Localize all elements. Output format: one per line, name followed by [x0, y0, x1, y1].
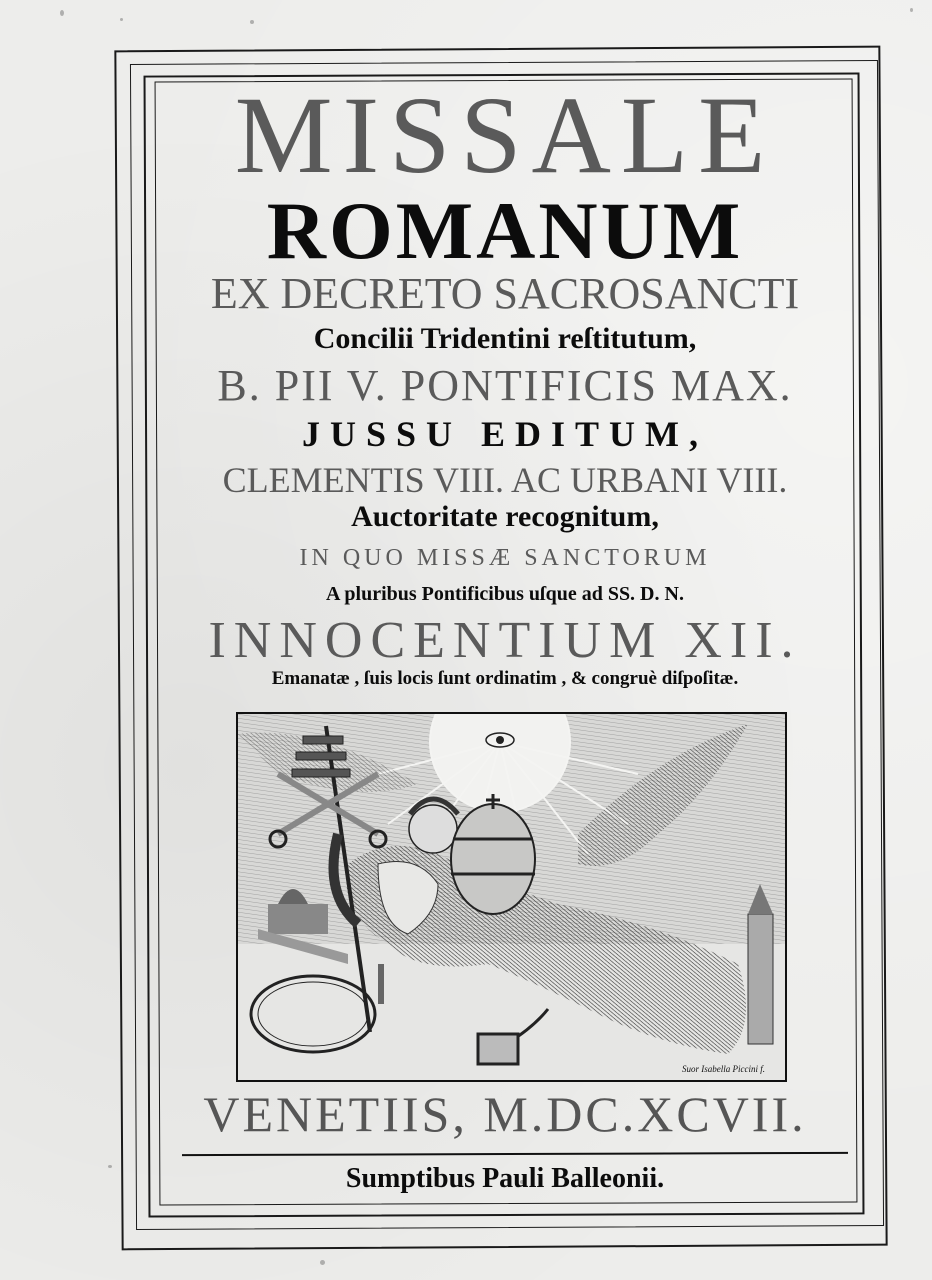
- engraving-art: [238, 714, 785, 1080]
- subtitle-clementis: CLEMENTIS VIII. AC URBANI VIII.: [222, 460, 788, 500]
- subtitle-auctoritate: Auctoritate recognitum,: [351, 500, 659, 533]
- subtitle-a-pluribus: A pluribus Pontificibus uſque ad SS. D. N.: [326, 583, 684, 605]
- subtitle-concilii: Concilii Tridentini reſtitutum,: [313, 322, 697, 355]
- obelisk: [378, 964, 384, 1004]
- title-missale: MISSALE: [234, 74, 776, 196]
- subtitle-emanatae: Emanatæ , ſuis locis ſunt ordinatim , & congruè diſpoſitæ.: [271, 668, 739, 689]
- angel-head: [409, 805, 457, 853]
- subtitle-innocentium: INNOCENTIUM XII.: [208, 612, 802, 669]
- paper-speck: [320, 1260, 325, 1265]
- paper-speck: [60, 10, 64, 16]
- paper-speck: [108, 1165, 112, 1168]
- subtitle-in-quo: IN QUO MISSÆ SANCTORUM: [299, 545, 711, 571]
- subtitle-jussu: JUSSU EDITUM,: [301, 414, 709, 454]
- imprint-publisher: Sumptibus Pauli Balleonii.: [345, 1163, 665, 1194]
- paper-speck: [250, 20, 254, 24]
- imprint-place-date: VENETIIS, M.DC.XCVII.: [203, 1086, 807, 1142]
- title-romanum: ROMANUM: [266, 185, 744, 276]
- subtitle-ex-decreto: EX DECRETO SACROSANCTI: [210, 269, 800, 318]
- engraver-signature: Suor Isabella Piccini f.: [682, 1064, 765, 1074]
- paper-speck: [910, 8, 913, 12]
- paper-speck: [120, 18, 123, 21]
- subtitle-pii: B. PII V. PONTIFICIS MAX.: [217, 361, 793, 410]
- engraving-illustration: [236, 712, 787, 1082]
